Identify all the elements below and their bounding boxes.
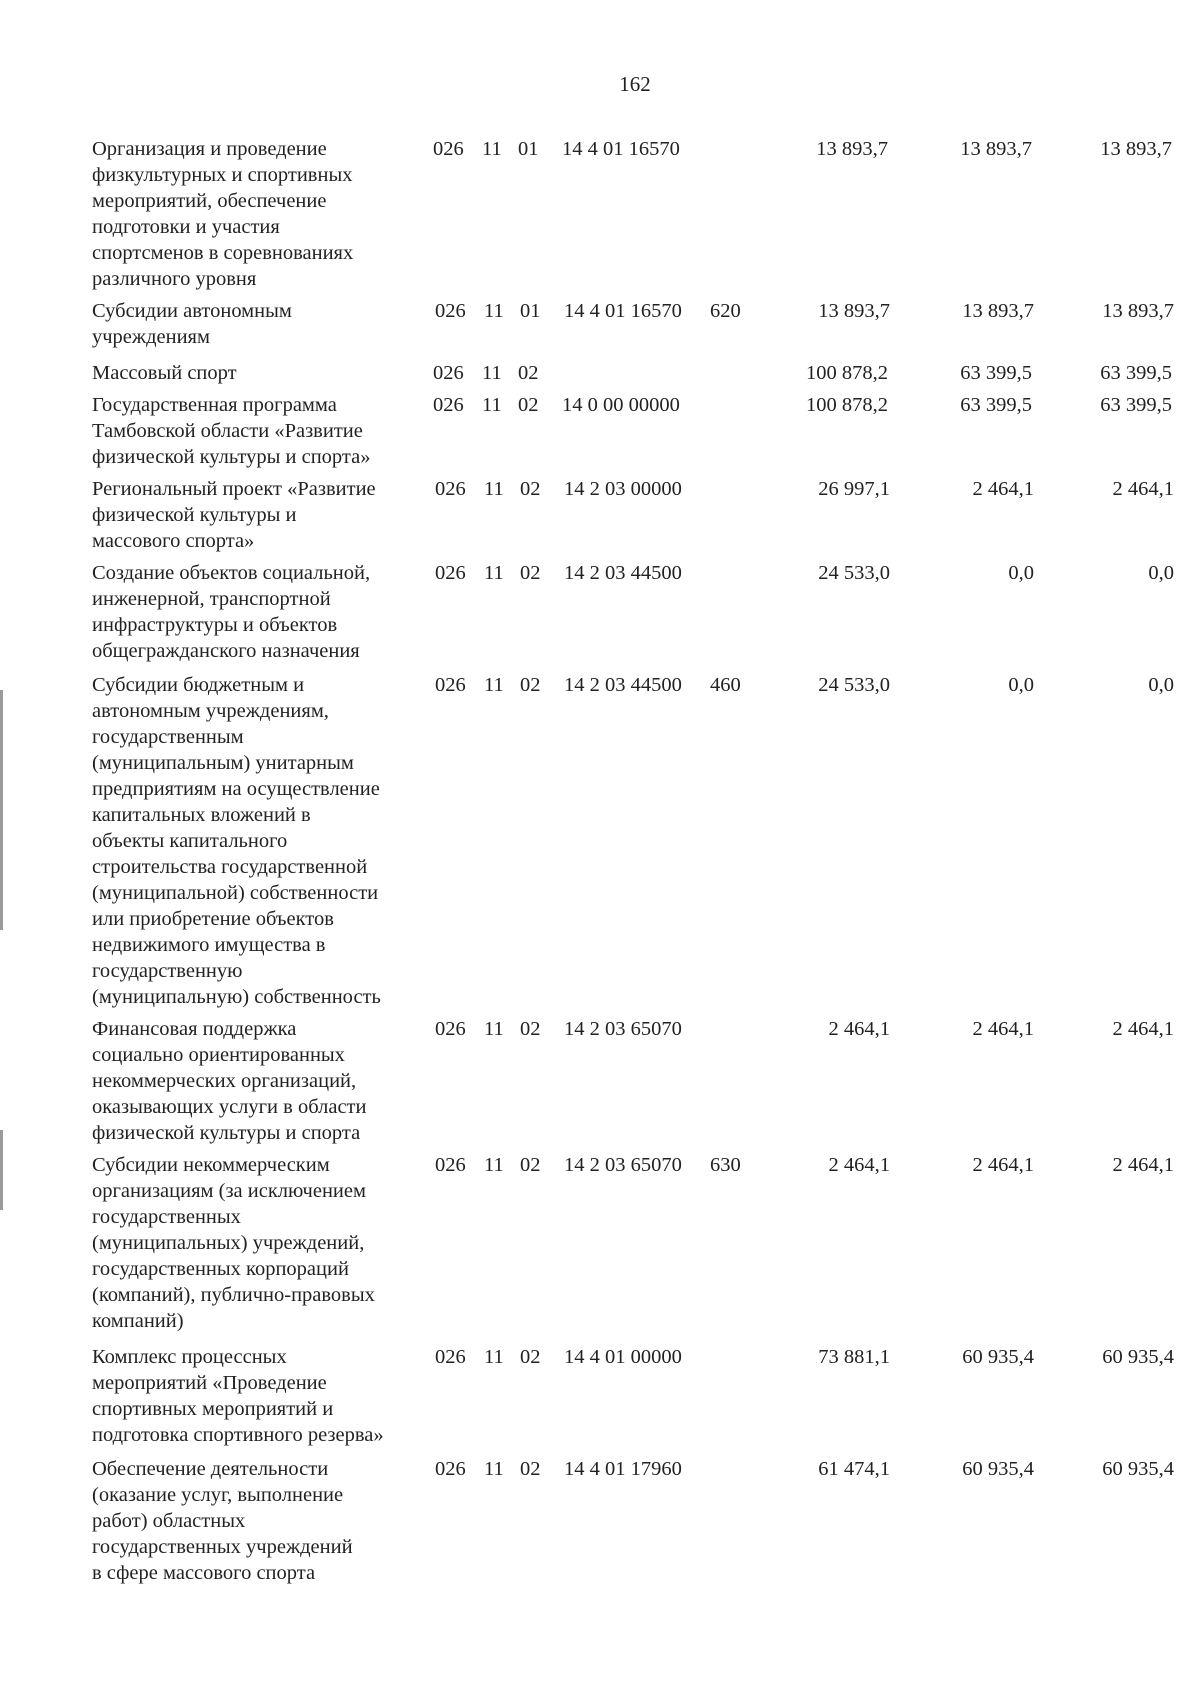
row-section-code: 11 xyxy=(484,1154,504,1176)
row-amount-3: 63 399,5 xyxy=(1100,362,1172,384)
row-grbs-code: 026 xyxy=(435,1154,466,1176)
row-amount-3: 2 464,1 xyxy=(1112,1154,1174,1176)
row-section-code: 11 xyxy=(484,300,504,322)
row-expense-type: 460 xyxy=(710,674,741,696)
row-section-code: 11 xyxy=(484,1018,504,1040)
row-subsection-code: 02 xyxy=(520,562,541,584)
row-amount-3: 2 464,1 xyxy=(1112,1018,1174,1040)
row-amount-2: 60 935,4 xyxy=(962,1458,1034,1480)
row-section-code: 11 xyxy=(484,674,504,696)
row-amount-3: 2 464,1 xyxy=(1112,478,1174,500)
row-grbs-code: 026 xyxy=(435,1458,466,1480)
row-amount-3: 13 893,7 xyxy=(1102,300,1174,322)
row-amount-1: 13 893,7 xyxy=(816,138,888,160)
row-amount-1: 100 878,2 xyxy=(806,362,888,384)
row-grbs-code: 026 xyxy=(435,1018,466,1040)
row-amount-1: 61 474,1 xyxy=(818,1458,890,1480)
scan-edge-artifact xyxy=(0,1130,3,1210)
row-amount-1: 24 533,0 xyxy=(818,562,890,584)
row-amount-2: 60 935,4 xyxy=(962,1346,1034,1368)
row-name: Субсидии бюджетным и автономным учреждениям, государственным (муниципальным) унитарным предприятиям на осуществление капитальных вложений в объекты капитального строительства государственной (муниципальной) собственности или приобретение объектов недвижимого имущества в государственную (муниципальную) собственность xyxy=(92,674,381,1008)
row-amount-3: 13 893,7 xyxy=(1100,138,1172,160)
row-amount-1: 2 464,1 xyxy=(828,1018,890,1040)
row-name: Государственная программа Тамбовской области «Развитие физической культуры и спорта» xyxy=(92,394,371,468)
row-amount-2: 2 464,1 xyxy=(972,1018,1034,1040)
row-target-article: 14 2 03 44500 xyxy=(564,562,682,584)
row-amount-3: 63 399,5 xyxy=(1100,394,1172,416)
row-amount-3: 0,0 xyxy=(1148,674,1174,696)
row-amount-1: 100 878,2 xyxy=(806,394,888,416)
row-section-code: 11 xyxy=(482,138,502,160)
row-name: Субсидии автономным учреждениям xyxy=(92,300,292,348)
row-target-article: 14 2 03 44500 xyxy=(564,674,682,696)
row-amount-1: 24 533,0 xyxy=(818,674,890,696)
row-amount-1: 2 464,1 xyxy=(828,1154,890,1176)
row-expense-type: 630 xyxy=(710,1154,741,1176)
row-name: Региональный проект «Развитие физической культуры и массового спорта» xyxy=(92,478,376,552)
row-subsection-code: 02 xyxy=(518,362,539,384)
row-amount-3: 60 935,4 xyxy=(1102,1458,1174,1480)
row-grbs-code: 026 xyxy=(433,394,464,416)
row-name: Создание объектов социальной, инженерной, транспортной инфраструктуры и объектов общегражданского назначения xyxy=(92,562,371,662)
row-amount-2: 0,0 xyxy=(1008,674,1034,696)
row-subsection-code: 02 xyxy=(520,1458,541,1480)
row-grbs-code: 026 xyxy=(435,1346,466,1368)
row-section-code: 11 xyxy=(484,1346,504,1368)
row-grbs-code: 026 xyxy=(435,300,466,322)
row-section-code: 11 xyxy=(484,478,504,500)
row-target-article: 14 2 03 65070 xyxy=(564,1154,682,1176)
row-grbs-code: 026 xyxy=(435,478,466,500)
page-number: 162 xyxy=(619,72,651,96)
row-amount-2: 63 399,5 xyxy=(960,394,1032,416)
row-target-article: 14 4 01 16570 xyxy=(562,138,680,160)
row-amount-1: 26 997,1 xyxy=(818,478,890,500)
scan-edge-artifact xyxy=(0,690,3,930)
row-name: Массовый спорт xyxy=(92,362,237,384)
row-amount-2: 13 893,7 xyxy=(962,300,1034,322)
row-amount-2: 0,0 xyxy=(1008,562,1034,584)
row-target-article: 14 4 01 16570 xyxy=(564,300,682,322)
row-grbs-code: 026 xyxy=(435,674,466,696)
row-grbs-code: 026 xyxy=(433,362,464,384)
row-amount-1: 73 881,1 xyxy=(818,1346,890,1368)
row-subsection-code: 02 xyxy=(520,478,541,500)
row-amount-2: 13 893,7 xyxy=(960,138,1032,160)
row-grbs-code: 026 xyxy=(435,562,466,584)
row-name: Обеспечение деятельности (оказание услуг, выполнение работ) областных государственных учреждений в сфере массового спорта xyxy=(92,1458,353,1584)
row-subsection-code: 01 xyxy=(520,300,541,322)
row-section-code: 11 xyxy=(484,1458,504,1480)
row-target-article: 14 2 03 00000 xyxy=(564,478,682,500)
row-section-code: 11 xyxy=(482,362,502,384)
row-subsection-code: 02 xyxy=(520,674,541,696)
row-target-article: 14 4 01 00000 xyxy=(564,1346,682,1368)
row-name: Финансовая поддержка социально ориентированных некоммерческих организаций, оказывающих услуги в области физической культуры и спорта xyxy=(92,1018,367,1144)
row-expense-type: 620 xyxy=(710,300,741,322)
row-subsection-code: 02 xyxy=(520,1346,541,1368)
row-name: Комплекс процессных мероприятий «Проведение спортивных мероприятий и подготовка спортивного резерва» xyxy=(92,1346,384,1446)
row-amount-2: 2 464,1 xyxy=(972,1154,1034,1176)
row-amount-3: 0,0 xyxy=(1148,562,1174,584)
row-target-article: 14 0 00 00000 xyxy=(562,394,680,416)
row-grbs-code: 026 xyxy=(433,138,464,160)
row-amount-1: 13 893,7 xyxy=(818,300,890,322)
row-section-code: 11 xyxy=(482,394,502,416)
row-name: Организация и проведение физкультурных и спортивных мероприятий, обеспечение подготовки и участия спортсменов в соревнованиях различного уровня xyxy=(92,138,354,290)
row-target-article: 14 2 03 65070 xyxy=(564,1018,682,1040)
row-subsection-code: 02 xyxy=(518,394,539,416)
row-amount-2: 2 464,1 xyxy=(972,478,1034,500)
row-amount-2: 63 399,5 xyxy=(960,362,1032,384)
row-subsection-code: 02 xyxy=(520,1018,541,1040)
row-amount-3: 60 935,4 xyxy=(1102,1346,1174,1368)
row-target-article: 14 4 01 17960 xyxy=(564,1458,682,1480)
row-section-code: 11 xyxy=(484,562,504,584)
row-name: Субсидии некоммерческим организациям (за исключением государственных (муниципальных) учреждений, государственных корпораций (компаний), публично-правовых компаний) xyxy=(92,1154,375,1332)
row-subsection-code: 01 xyxy=(518,138,539,160)
row-subsection-code: 02 xyxy=(520,1154,541,1176)
